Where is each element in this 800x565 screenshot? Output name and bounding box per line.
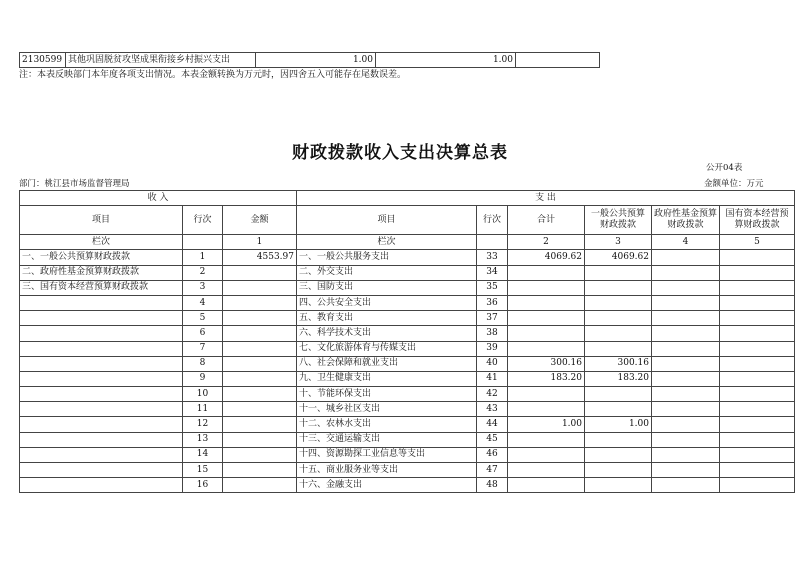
expense-state [720, 326, 795, 341]
expense-total [508, 295, 585, 310]
expense-state [720, 463, 795, 478]
income-item [20, 295, 183, 310]
income-amount [223, 295, 297, 310]
income-row-no: 14 [183, 447, 223, 462]
top-note: 注：本表反映部门本年度各项支出情况。本表金额转换为万元时，因四舍五入可能存在尾数误差。 [19, 70, 407, 80]
table-row [20, 402, 795, 417]
expense-fund [652, 341, 720, 356]
income-row-no: 1 [183, 250, 223, 265]
income-amount [223, 311, 297, 326]
expense-state [720, 250, 795, 265]
expense-total [508, 265, 585, 280]
income-row-no: 7 [183, 341, 223, 356]
expense-row-no: 37 [477, 311, 508, 326]
expense-total [508, 402, 585, 417]
expense-row-no: 40 [477, 356, 508, 371]
table-row [20, 432, 795, 447]
income-item: 三、国有资本经营预算财政拨款 [20, 280, 183, 295]
expense-row-no: 36 [477, 295, 508, 310]
expense-general [585, 341, 652, 356]
expense-row-no: 41 [477, 371, 508, 386]
expense-item: 四、公共安全支出 [297, 295, 477, 310]
expense-item: 十五、商业服务业等支出 [297, 463, 477, 478]
expense-item: 十三、交通运输支出 [297, 432, 477, 447]
expense-total [508, 387, 585, 402]
header-general: 一般公共预算财政拨款 [585, 206, 652, 235]
expense-row-no: 34 [477, 265, 508, 280]
expense-total: 4069.62 [508, 250, 585, 265]
income-row-no: 5 [183, 311, 223, 326]
income-item [20, 463, 183, 478]
expense-fund [652, 311, 720, 326]
header-exp-row-no: 行次 [477, 206, 508, 235]
expense-general [585, 311, 652, 326]
income-row-no: 13 [183, 432, 223, 447]
top-row-empty [516, 53, 600, 68]
expense-total [508, 341, 585, 356]
table-row [20, 250, 795, 265]
income-row-no: 16 [183, 478, 223, 493]
income-row-no: 12 [183, 417, 223, 432]
income-item [20, 326, 183, 341]
expense-total: 1.00 [508, 417, 585, 432]
expense-state [720, 432, 795, 447]
income-amount [223, 265, 297, 280]
expense-general [585, 326, 652, 341]
expense-item: 七、文化旅游体育与传媒支出 [297, 341, 477, 356]
expense-state [720, 311, 795, 326]
income-amount [223, 463, 297, 478]
expense-state [720, 280, 795, 295]
income-item [20, 417, 183, 432]
expense-state [720, 387, 795, 402]
expense-row-no: 42 [477, 387, 508, 402]
table-row [20, 265, 795, 280]
department: 部门：桃江县市场监督管理局 [19, 179, 130, 189]
header-expense: 支 出 [297, 191, 795, 206]
header-row-no: 行次 [183, 206, 223, 235]
col-index-5: 5 [720, 235, 795, 250]
expense-fund [652, 478, 720, 493]
expense-fund [652, 250, 720, 265]
col-index-4: 4 [652, 235, 720, 250]
expense-item: 五、教育支出 [297, 311, 477, 326]
expense-total [508, 463, 585, 478]
expense-item: 二、外交支出 [297, 265, 477, 280]
page-title: 财政拨款收入支出决算总表 [292, 143, 508, 163]
table-row [20, 356, 795, 371]
income-amount [223, 478, 297, 493]
expense-general [585, 280, 652, 295]
header-item: 项目 [20, 206, 183, 235]
expense-row-no: 39 [477, 341, 508, 356]
expense-general [585, 387, 652, 402]
empty-cell [477, 235, 508, 250]
expense-general [585, 265, 652, 280]
budget-table [19, 190, 795, 493]
expense-total [508, 432, 585, 447]
expense-row-no: 38 [477, 326, 508, 341]
header-row-group [20, 191, 795, 206]
income-item [20, 356, 183, 371]
empty-cell [183, 235, 223, 250]
income-item: 一、一般公共预算财政拨款 [20, 250, 183, 265]
expense-item: 三、国防支出 [297, 280, 477, 295]
expense-general [585, 402, 652, 417]
expense-general [585, 463, 652, 478]
expense-state [720, 341, 795, 356]
expense-fund [652, 265, 720, 280]
expense-total: 183.20 [508, 371, 585, 386]
expense-general [585, 478, 652, 493]
expense-state [720, 371, 795, 386]
income-amount: 4553.97 [223, 250, 297, 265]
expense-fund [652, 402, 720, 417]
income-item [20, 478, 183, 493]
col-index-3: 3 [585, 235, 652, 250]
expense-fund [652, 295, 720, 310]
income-amount [223, 432, 297, 447]
income-row-no: 4 [183, 295, 223, 310]
income-item [20, 311, 183, 326]
header-total: 合计 [508, 206, 585, 235]
table-row [20, 371, 795, 386]
income-item [20, 432, 183, 447]
expense-fund [652, 432, 720, 447]
income-row-no: 9 [183, 371, 223, 386]
expense-item: 一、一般公共服务支出 [297, 250, 477, 265]
expense-state [720, 478, 795, 493]
expense-item: 十二、农林水支出 [297, 417, 477, 432]
income-item [20, 371, 183, 386]
expense-total [508, 280, 585, 295]
income-item [20, 402, 183, 417]
income-amount [223, 417, 297, 432]
expense-general: 183.20 [585, 371, 652, 386]
table-row [20, 417, 795, 432]
income-row-no: 10 [183, 387, 223, 402]
expense-row-no: 43 [477, 402, 508, 417]
income-amount [223, 387, 297, 402]
header-row-columns [20, 206, 795, 235]
expense-row-no: 35 [477, 280, 508, 295]
unit-label: 金额单位：万元 [704, 179, 764, 189]
income-item [20, 447, 183, 462]
income-amount [223, 326, 297, 341]
income-amount [223, 341, 297, 356]
expense-general: 1.00 [585, 417, 652, 432]
expense-fund [652, 280, 720, 295]
expense-general [585, 432, 652, 447]
expense-item: 九、卫生健康支出 [297, 371, 477, 386]
expense-general: 4069.62 [585, 250, 652, 265]
income-row-no: 8 [183, 356, 223, 371]
table-row [20, 341, 795, 356]
expense-item: 八、社会保障和就业支出 [297, 356, 477, 371]
col-index-2: 2 [508, 235, 585, 250]
header-fund: 政府性基金预算财政拨款 [652, 206, 720, 235]
expense-item: 十一、城乡社区支出 [297, 402, 477, 417]
income-amount [223, 402, 297, 417]
header-state: 国有资本经营预算财政拨款 [720, 206, 795, 235]
expense-state [720, 417, 795, 432]
table-row [20, 463, 795, 478]
expense-total [508, 311, 585, 326]
income-amount [223, 356, 297, 371]
expense-fund [652, 371, 720, 386]
income-row-no: 11 [183, 402, 223, 417]
expense-row-no: 47 [477, 463, 508, 478]
expense-row-no: 48 [477, 478, 508, 493]
income-item [20, 341, 183, 356]
income-row-no: 2 [183, 265, 223, 280]
table-row [20, 295, 795, 310]
income-amount [223, 371, 297, 386]
form-code: 公开04表 [706, 163, 743, 173]
income-row-no: 15 [183, 463, 223, 478]
table-row [20, 447, 795, 462]
top-row-amount2: 1.00 [376, 53, 516, 68]
expense-state [720, 447, 795, 462]
expense-fund [652, 356, 720, 371]
expense-state [720, 402, 795, 417]
expense-item: 十、节能环保支出 [297, 387, 477, 402]
expense-fund [652, 326, 720, 341]
table-row [20, 311, 795, 326]
header-exp-item: 项目 [297, 206, 477, 235]
expense-general [585, 295, 652, 310]
expense-item: 十四、资源勘探工业信息等支出 [297, 447, 477, 462]
col-index-1: 1 [223, 235, 297, 250]
top-row [20, 53, 600, 68]
header-income: 收 入 [20, 191, 297, 206]
income-row-no: 3 [183, 280, 223, 295]
table-row [20, 280, 795, 295]
expense-item: 六、科学技术支出 [297, 326, 477, 341]
expense-total [508, 326, 585, 341]
income-item [20, 387, 183, 402]
top-row-amount1: 1.00 [256, 53, 376, 68]
expense-row-no: 46 [477, 447, 508, 462]
expense-general: 300.16 [585, 356, 652, 371]
expense-fund [652, 387, 720, 402]
top-table [19, 52, 600, 68]
top-row-name: 其他巩固脱贫攻坚成果衔接乡村振兴支出 [66, 53, 256, 68]
expense-item: 十六、金融支出 [297, 478, 477, 493]
expense-state [720, 356, 795, 371]
expense-state [720, 295, 795, 310]
expense-row-no: 33 [477, 250, 508, 265]
expense-total [508, 478, 585, 493]
table-row [20, 326, 795, 341]
table-row [20, 478, 795, 493]
col-label-expense: 栏次 [297, 235, 477, 250]
header-amount: 金额 [223, 206, 297, 235]
income-amount [223, 280, 297, 295]
expense-total: 300.16 [508, 356, 585, 371]
col-label-income: 栏次 [20, 235, 183, 250]
expense-fund [652, 447, 720, 462]
column-index-row [20, 235, 795, 250]
income-amount [223, 447, 297, 462]
expense-general [585, 447, 652, 462]
top-row-code: 2130599 [20, 53, 66, 68]
table-row [20, 387, 795, 402]
income-row-no: 6 [183, 326, 223, 341]
income-item: 二、政府性基金预算财政拨款 [20, 265, 183, 280]
expense-state [720, 265, 795, 280]
expense-fund [652, 463, 720, 478]
expense-total [508, 447, 585, 462]
expense-fund [652, 417, 720, 432]
expense-row-no: 45 [477, 432, 508, 447]
expense-row-no: 44 [477, 417, 508, 432]
